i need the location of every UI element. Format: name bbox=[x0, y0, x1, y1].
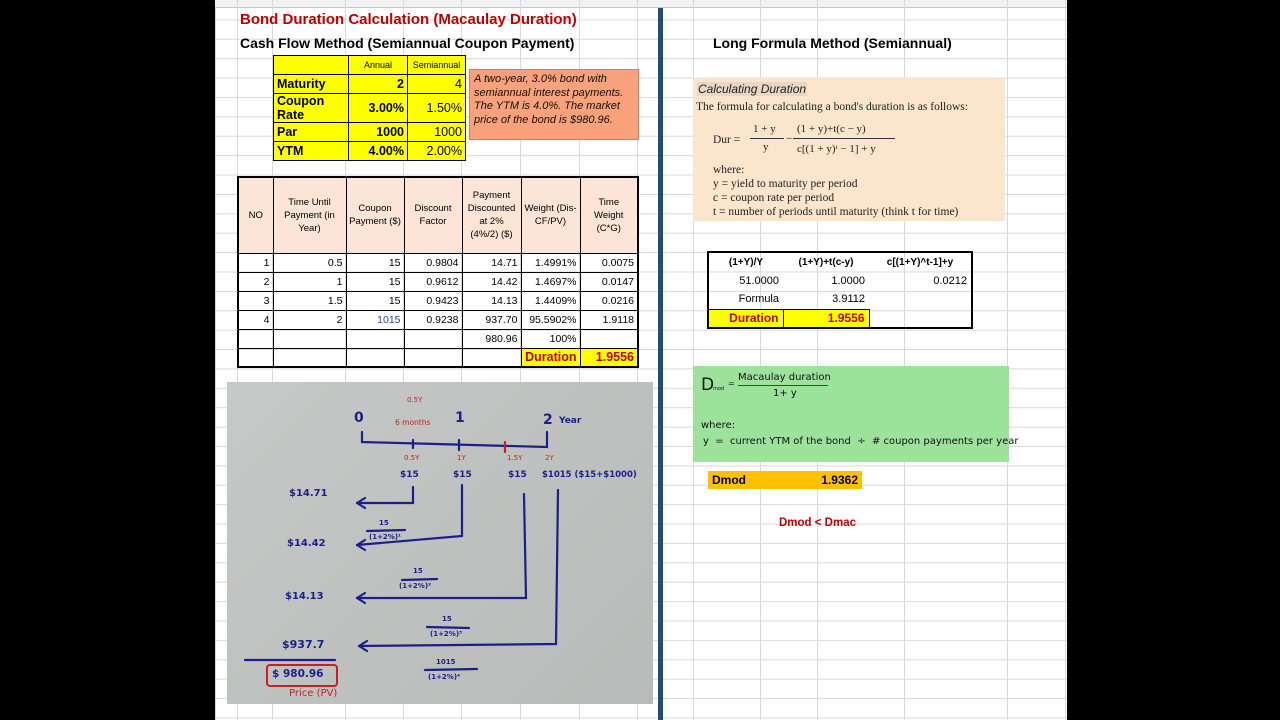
input-table bbox=[273, 55, 466, 161]
formula-heading: Calculating Duration bbox=[698, 82, 807, 96]
column-header-strip[interactable] bbox=[215, 0, 1067, 8]
freeze-pane-divider[interactable] bbox=[658, 8, 663, 720]
section-title-long-formula: Long Formula Method (Semiannual) bbox=[713, 35, 952, 51]
section-title-cashflow: Cash Flow Method (Semiannual Coupon Payment) bbox=[240, 35, 575, 51]
th-no[interactable]: NO bbox=[238, 177, 273, 253]
par-annual[interactable]: 1000 bbox=[349, 123, 408, 142]
handwritten-timeline-photo[interactable]: 0 1 2 Year 0.5Y 6 months 0.5Y 1Y 1.5Y 2Y $15 $15 $15 $1015 ($15+$1000) $14.71 $14.42 $14.13 $937.7 15 (1+2%)¹ 15 (1+2%)² 15 (1+2%)³ 1015 (1+2%)⁴ $ 980.96 Price (PV) bbox=[227, 382, 653, 704]
long-duration-value[interactable]: 1.9556 bbox=[783, 309, 869, 328]
duration-value[interactable]: 1.9556 bbox=[580, 348, 638, 367]
table-row: 2 1 15 0.9612 14.42 1.4697% 0.0147 bbox=[238, 272, 638, 291]
par-semiannual[interactable]: 1000 bbox=[408, 123, 466, 142]
label-par[interactable]: Par bbox=[274, 123, 349, 142]
th-time[interactable]: Time Until Payment (in Year) bbox=[273, 177, 346, 253]
maturity-semiannual[interactable]: 4 bbox=[408, 75, 466, 94]
totals-row bbox=[238, 329, 638, 348]
dmod-label: Dmod bbox=[712, 473, 746, 487]
table-row: 1 0.5 15 0.9804 14.71 1.4991% 0.0075 bbox=[238, 253, 638, 272]
coupon-annual[interactable]: 3.00% bbox=[349, 94, 408, 123]
modified-duration-formula-image[interactable]: D mod = Macaulay duration 1+ y where: y = current YTM of the bond ÷ # coupon payments per year bbox=[693, 366, 1009, 462]
label-ytm[interactable]: YTM bbox=[274, 142, 349, 161]
duration-formula-image[interactable]: Calculating Duration The formula for calculating a bond's duration is as follows: Dur = 1 + y y − (1 + y)+t(c − y) c[(1 + y)ᵗ − 1] + y where: y = yield to maturity per period c = coupon rate per period t = number of periods until maturity (think t for time) bbox=[693, 78, 1005, 221]
spreadsheet[interactable] bbox=[215, 0, 1067, 720]
col-annual[interactable]: Annual bbox=[349, 56, 408, 75]
duration-row bbox=[238, 348, 638, 367]
bond-description-note[interactable]: A two-year, 3.0% bond with semiannual interest payments. The YTM is 4.0%. The market price of the bond is $980.96. bbox=[469, 69, 639, 140]
long-formula-table: (1+Y)/Y (1+Y)+t(c-y) c[(1+Y)^t-1]+y 51.0000 1.0000 0.0212 Formula 3.9112 Duration 1.9556 bbox=[707, 251, 973, 329]
maturity-annual[interactable]: 2 bbox=[349, 75, 408, 94]
ytm-annual[interactable]: 4.00% bbox=[349, 142, 408, 161]
th-coupon[interactable]: Coupon Payment ($) bbox=[346, 177, 404, 253]
col-semiannual[interactable]: Semiannual bbox=[408, 56, 466, 75]
label-maturity[interactable]: Maturity bbox=[274, 75, 349, 94]
cashflow-table bbox=[237, 176, 639, 368]
dmod-value: 1.9362 bbox=[821, 473, 858, 487]
table-row: 3 1.5 15 0.9423 14.13 1.4409% 0.0216 bbox=[238, 291, 638, 310]
ytm-semiannual[interactable]: 2.00% bbox=[408, 142, 466, 161]
th-weight[interactable]: Weight (Dis-CF/PV) bbox=[521, 177, 580, 253]
coupon-semiannual[interactable]: 1.50% bbox=[408, 94, 466, 123]
th-discount[interactable]: Discount Factor bbox=[404, 177, 462, 253]
dmod-row[interactable] bbox=[708, 471, 862, 489]
sheet-title: Bond Duration Calculation (Macaulay Duration) bbox=[240, 11, 577, 28]
table-row: 4 2 1015 0.9238 937.70 95.5902% 1.9118 bbox=[238, 310, 638, 329]
dmod-comparison[interactable]: Dmod < Dmac bbox=[779, 517, 857, 529]
total-pv[interactable]: 980.96 bbox=[462, 329, 521, 348]
total-weight[interactable]: 100% bbox=[521, 329, 580, 348]
th-pv[interactable]: Payment Discounted at 2% (4%/2) ($) bbox=[462, 177, 521, 253]
duration-label[interactable]: Duration bbox=[521, 348, 580, 367]
label-coupon-rate[interactable]: Coupon Rate bbox=[274, 94, 349, 123]
th-time-weight[interactable]: Time Weight (C*G) bbox=[580, 177, 638, 253]
long-duration-label[interactable]: Duration bbox=[708, 309, 783, 328]
